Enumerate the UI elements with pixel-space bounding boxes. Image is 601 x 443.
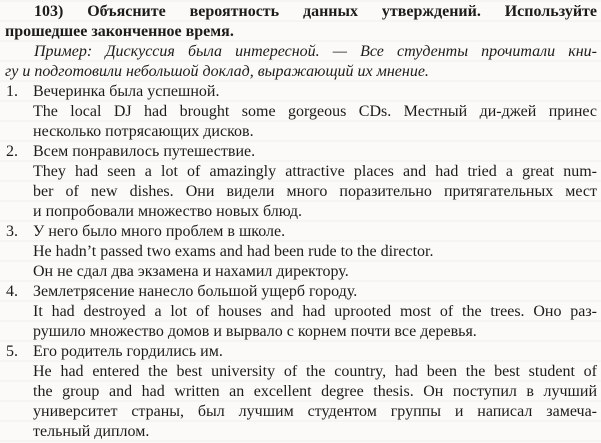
exercise-heading <box>5 2 597 42</box>
list-item-5 <box>5 342 597 442</box>
item-text-line: несколько потрясающих дисков. <box>33 123 254 140</box>
item-text-line: рушило множество домов и вырвало с корнем почти все деревья. <box>33 323 477 340</box>
exercise-list <box>5 82 597 442</box>
list-item-1 <box>5 82 597 142</box>
exercise-heading-line: прошедшее законченное время. <box>5 23 234 40</box>
item-number: 3. <box>6 223 18 240</box>
item-text-line: the group and had written an excellent degree thesis. Он поступил в лучший <box>33 383 597 400</box>
item-text-line: ber of new dishes. Они видели много поразительно притягательных мест <box>33 183 597 200</box>
list-item-4 <box>5 282 597 342</box>
item-text-line: The local DJ had brought some gorgeous CDs. Местный ди-джей принес <box>33 103 597 120</box>
item-number: 1. <box>6 83 18 100</box>
item-text-line: университет страны, был лучшим студентом группы и написал замеча- <box>33 403 597 420</box>
list-item-2 <box>5 142 597 222</box>
example-line: гу и подготовили небольшой доклад, выражающий их мнение. <box>5 63 429 80</box>
item-statement-line: Землетрясение нанесло большой ущерб городу. <box>33 283 358 300</box>
item-text-line: He hadn’t passed two exams and had been rude to the director. <box>33 243 434 260</box>
item-number: 4. <box>6 283 18 300</box>
example-line: Пример: Дискуссия была интересной. — Все студенты прочитали кни- <box>34 43 597 60</box>
item-text-line: Он не сдал два экзамена и нахамил директору. <box>33 263 349 280</box>
list-item-3 <box>5 222 597 282</box>
item-text-line: They had seen a lot of amazingly attractive places and had tried a great num- <box>33 163 597 180</box>
item-statement-line: Вечеринка была успешной. <box>33 83 220 100</box>
item-statement-line: Всем понравилось путешествие. <box>33 143 256 160</box>
item-number: 2. <box>6 143 18 160</box>
item-text-line: He had entered the best university of the country, had been the best student of <box>33 363 597 380</box>
exercise-heading-line: 103) Объясните вероятность данных утверждений. Используйте <box>34 3 597 20</box>
item-text-line: It had destroyed a lot of houses and had uprooted most of the trees. Оно раз- <box>33 303 597 320</box>
item-statement-line: У него было много проблем в школе. <box>33 223 286 240</box>
item-text-line: и попробовали множество новых блюд. <box>33 203 303 220</box>
item-statement-line: Его родитель гордились им. <box>33 343 223 360</box>
item-number: 5. <box>6 343 18 360</box>
item-text-line: тельный диплом. <box>33 423 150 440</box>
example-paragraph <box>5 42 597 82</box>
